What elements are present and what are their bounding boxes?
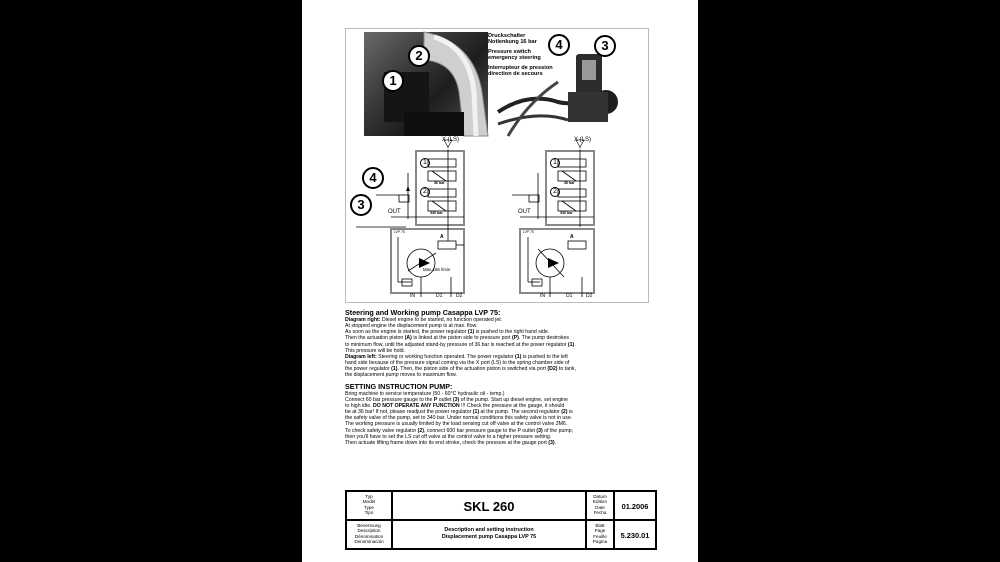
hydraulic-diagram-left [346,137,496,302]
text-span: (3) [452,396,460,403]
page-label: Feuille [593,533,607,539]
date-cell [614,491,656,520]
pump-photo-left [364,32,488,136]
pump-photo-right [488,32,622,136]
d2-label: D2 [456,293,463,299]
text-line [345,440,657,446]
max-flow-label: Max.166 l/min [423,267,451,272]
text-span: of the pump, [542,427,574,434]
text-span: DO NOT OPERATE ANY FUNCTION [372,402,460,409]
text-span: be at 36 bar! If not, please readjust the power regulator [345,409,473,416]
reg1-label: 1 [420,158,430,168]
text-span: to high idle. [345,402,373,409]
text-span: (3) [536,427,543,434]
d1-label: D1 [436,293,443,299]
text-line: then you'll have to set the LS cut off valve at the control valve to a higher pressure setting. [345,433,552,440]
badge-3-diagram: 3 [350,194,372,216]
text-span: (1) [472,409,480,416]
text-span: . Then, the piston side of the actuation piston is switched via port [397,366,548,373]
text-span: (A) [404,335,412,342]
text-span: Steering or working function operated. The power regulator [376,353,516,360]
date-label: Date [595,504,605,510]
page-cell [614,520,656,549]
pump-description-text [345,309,657,446]
text-line: This pressure will be hold. [345,347,405,354]
callout-line: Druckschalter [488,33,526,39]
out-label: OUT [518,209,531,215]
text-line: Bring machine to service temperature (50 - 60°C hydraulic oil - temp.) [345,390,505,397]
reg2-label: 2 [550,187,560,197]
date-label: Datum [593,494,607,499]
page-label-cell [586,520,614,549]
text-line: The working pressure is usually limited by the load sensing cut off valve at the control valve 3M6. [345,421,568,428]
text-span: to tank, [557,366,576,373]
text-span: Then the actuation piston [345,335,405,342]
text-span: (1) [567,341,575,348]
out-label: OUT [388,209,401,215]
in-label: IN [540,293,545,299]
text-span: (D2) [547,366,558,373]
callout-line: Interrupteur de pression [488,64,553,71]
badge-4-diagram: 4 [362,167,384,189]
badge-4: 4 [548,34,570,56]
type-label: Type [364,504,374,510]
type-label: Tipo [364,510,374,516]
text-span: is pushed to the right hand side. [474,329,550,336]
pressure-switch-callout [488,33,553,77]
type-label-cell [346,491,392,520]
d2-label: D2 [586,293,593,299]
text-span: (1) [391,366,398,373]
description-cell [392,520,586,549]
text-span: of the pump. Start up diesel engine, set engine [459,396,568,403]
piston-a-label: A [440,234,444,240]
section-heading: Steering and Working pump Casappa LVP 75: [345,308,501,317]
type-label: Model [362,499,376,505]
date-label-cell [586,491,614,520]
callout-line: Notlenkung 16 bar [488,39,537,46]
text-span: at the pump. The second regulator [479,409,562,416]
text-span: is linked at the piston side to pressure port [411,335,512,342]
text-span: (P) [511,335,519,342]
text-span: To check safety valve regulator [345,427,418,434]
reg2-label: 2 [420,187,430,197]
page-value: 5.230.01 [620,531,650,540]
name-label-cell [346,520,392,549]
page-label: Page [594,528,606,534]
text-line: the displacement pump moves to maximum flow. [345,372,457,379]
text-span: Connect 60 bar pressure gauge to the [345,396,434,403]
name-label: Description [357,528,381,534]
text-span: the power regulator [345,366,392,373]
text-span: As soon as the engine is started, the power regulator [345,329,468,336]
hydraulic-diagram-right [498,137,648,302]
text-span: outlet [437,396,453,403]
date-value: 01.2006 [621,502,649,511]
pressure-36-label: 36 bar [564,181,575,185]
name-label: Dénomination [354,533,384,539]
description-line: Displacement pump Casappa LVP 75 [441,534,537,540]
text-span: P [433,396,438,403]
diagram-right-label: Diagram right: [345,317,381,323]
date-label: Edition [592,499,608,505]
hydraulic-schematic-right [498,137,648,302]
date-label: Fecha [593,510,607,516]
text-span: Diesel engine to be started, no function operated jet. [380,317,503,323]
badge-1: 1 [382,70,404,92]
badge-3: 3 [594,35,616,57]
model-name: SKL 260 [463,499,515,514]
pressure-340-label: 340 bar [560,211,573,215]
callout-line: emergency steering [488,55,541,62]
d1-label: D1 [566,293,573,299]
text-line: hand side because of the pressure signal coming via the X port (LS) to the spring chamber side of [345,360,570,367]
description-line: Description and setting instruction [444,527,534,533]
text-line: the safety valve of the pump, set to 340 bar. Under normal conditions this safety valve is not in use. [345,415,573,422]
lvp-label: LVP 75 [523,230,534,234]
text-span: (1) [515,353,522,360]
section-heading: SETTING INSTRUCTION PUMP: [345,381,453,391]
type-label: Typ [365,494,373,499]
page-label: Blatt [595,523,605,528]
text-span: !!! Check the pressure at the gauge, it should [459,402,565,409]
reg1-label: 1 [550,158,560,168]
text-span: (2) [417,427,425,434]
title-block [345,490,657,550]
text-span: is pushed to the left [521,353,568,360]
text-span: (3) [548,439,555,446]
badge-2: 2 [408,45,430,67]
piston-a-label: A [570,234,574,240]
model-cell [392,491,586,520]
text-span: . [554,439,557,446]
pump-figure [345,28,649,303]
name-label: Denominación [354,539,384,545]
port-x-ls-label: X (LS) [442,137,460,143]
pressure-340-label: 340 bar [430,211,443,215]
text-span: to minimum flow, until the adjusted stand-by pressure of 36 bar is reached at the power regulator [345,341,568,348]
text-span: Then actuate lifting frame down into its end stroke, check the pressure at the gauge port [345,439,549,446]
text-span: . [574,341,576,348]
page-label: Pagina [592,539,608,545]
pressure-36-label: 36 bar [434,181,445,185]
lvp-label: LVP 75 [394,230,405,234]
name-label: Benennung [357,523,381,528]
port-x-ls-label: X (LS) [574,137,592,143]
text-span: . The pump destrokes [518,335,569,342]
text-line: At stopped engine the displacement pump is at max. flow. [345,323,478,330]
text-span: (2) [561,409,568,416]
in-label: IN [410,293,415,299]
text-span: is [567,409,573,416]
diagram-left-label: Diagram left: [345,353,377,360]
callout-line: direction de secours [488,71,543,78]
callout-line: Pressure switch [488,48,531,55]
document-page [302,0,698,562]
text-span: , connect 600 bar pressure gauge to the P outlet [424,427,537,434]
text-span: (1) [467,329,475,336]
